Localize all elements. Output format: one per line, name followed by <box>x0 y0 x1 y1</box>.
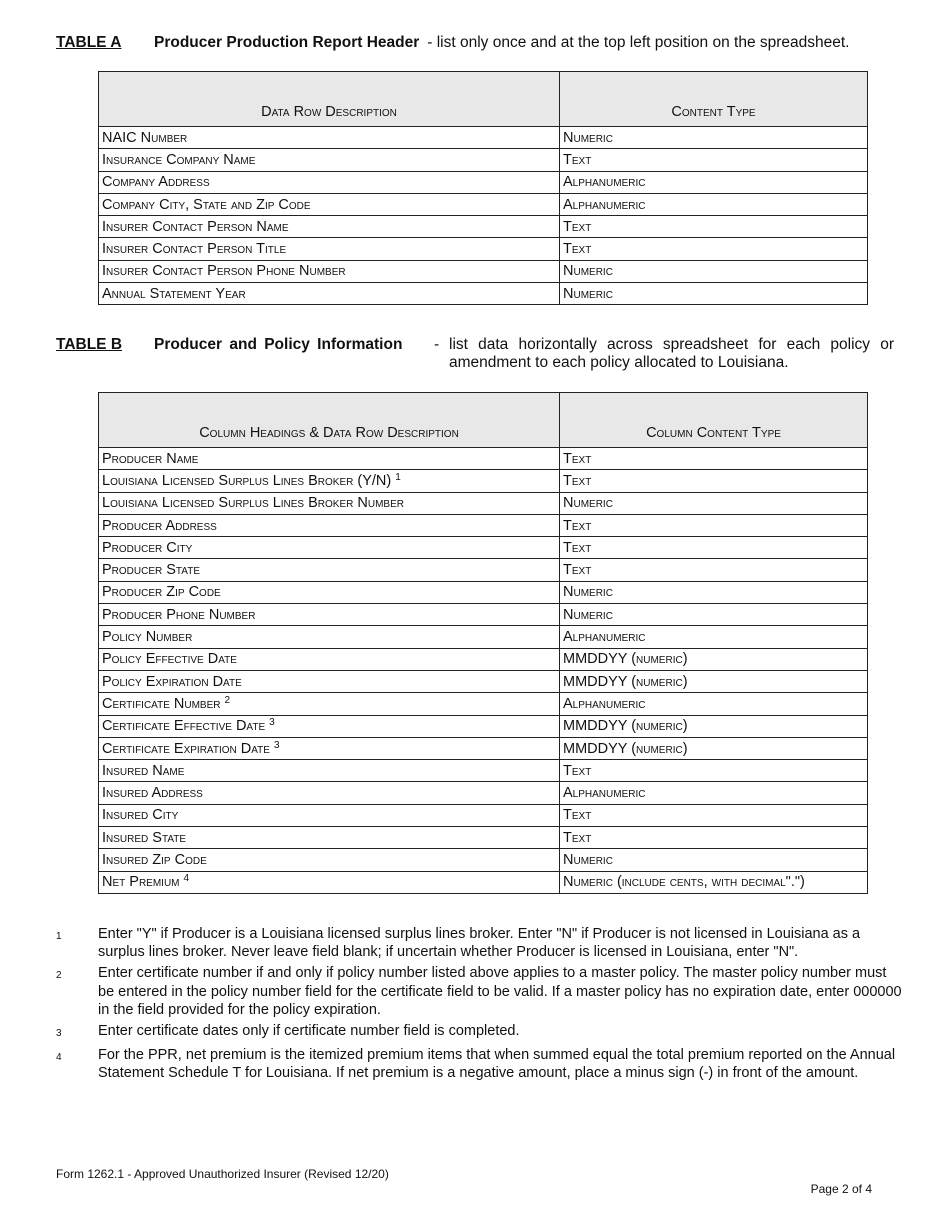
row-content-type: Numeric <box>560 849 868 871</box>
row-description: Certificate Effective Date <box>102 718 266 735</box>
table-row <box>99 760 868 782</box>
row-description: Producer Zip Code <box>102 584 221 601</box>
footnote <box>56 1022 902 1043</box>
footnote-number: 4 <box>56 1052 62 1064</box>
row-description-cell <box>99 448 560 470</box>
row-description-cell <box>99 537 560 559</box>
row-description-cell <box>99 626 560 648</box>
footnote-reference: 4 <box>183 873 190 885</box>
row-content-type: Alphanumeric <box>560 193 868 215</box>
row-description-cell <box>99 559 560 581</box>
row-description: Producer Address <box>102 517 217 534</box>
row-description: Insured Zip Code <box>102 851 207 868</box>
footnote-text: Enter certificate dates only if certificate number field is completed. <box>98 1023 520 1040</box>
row-content-type: Text <box>560 448 868 470</box>
row-description: Insurer Contact Person Phone Number <box>99 260 560 282</box>
row-content-type: Numeric <box>560 604 868 626</box>
row-description: Company Address <box>99 171 560 193</box>
row-description-cell <box>99 470 560 492</box>
row-description-cell <box>99 715 560 737</box>
row-description: Certificate Expiration Date <box>102 740 270 757</box>
table-row <box>99 283 868 305</box>
row-description: Insurer Contact Person Name <box>99 216 560 238</box>
table-row <box>99 737 868 759</box>
row-content-type: Alphanumeric <box>560 626 868 648</box>
row-content-type: Numeric <box>560 581 868 603</box>
table-row <box>99 260 868 282</box>
table-row <box>99 559 868 581</box>
row-description: Net Premium <box>102 874 180 891</box>
footnote-text: For the PPR, net premium is the itemized premium items that when summed equal the total premium reported on the Annual Statement Schedule T for Louisiana. If net premium is a negative amount, place a minus sign (-) in front of the amount. <box>98 1047 896 1082</box>
table-row <box>99 127 868 149</box>
row-description-cell <box>99 648 560 670</box>
row-content-type: MMDDYY (numeric) <box>560 670 868 692</box>
row-content-type: Text <box>560 470 868 492</box>
row-content-type: Text <box>560 760 868 782</box>
row-description-cell <box>99 693 560 715</box>
table-row <box>99 216 868 238</box>
row-description-cell <box>99 827 560 849</box>
row-description: Producer State <box>102 562 201 579</box>
table-b-label: TABLE B <box>56 336 123 353</box>
footnote-text: Enter certificate number if and only if policy number listed above applies to a master policy. The master policy number must be entered in the policy number field for the certificate field to be valid. If a master policy has no expiration date, enter 000000 in the field provided for the policy expiration. <box>98 965 902 1018</box>
table-a-heading <box>56 34 894 52</box>
row-description-cell <box>99 737 560 759</box>
row-description: Annual Statement Year <box>99 283 560 305</box>
row-description-cell <box>99 782 560 804</box>
row-description-cell <box>99 760 560 782</box>
row-content-type: Text <box>560 537 868 559</box>
table-row <box>99 670 868 692</box>
footnote-reference: 1 <box>395 471 401 483</box>
row-description: Insured Name <box>102 762 185 779</box>
row-description-cell <box>99 871 560 893</box>
row-content-type: Text <box>560 827 868 849</box>
row-description: Louisiana Licensed Surplus Lines Broker (Y/N) <box>102 472 392 489</box>
table-b <box>98 392 868 894</box>
row-content-type: MMDDYY (numeric) <box>560 737 868 759</box>
footnote-number: 3 <box>56 1028 62 1040</box>
row-content-type: Text <box>560 149 868 171</box>
footnote-reference: 3 <box>269 717 275 729</box>
row-content-type: Text <box>560 559 868 581</box>
row-description: Insured Address <box>102 785 203 802</box>
table-b-dash: - <box>434 336 440 353</box>
row-description: Insured City <box>102 807 179 824</box>
table-row <box>99 648 868 670</box>
page-number: Page 2 of 4 <box>810 1182 872 1196</box>
table-row <box>99 849 868 871</box>
row-content-type: Numeric <box>560 260 868 282</box>
row-description: NAIC Number <box>99 127 560 149</box>
row-description-cell <box>99 849 560 871</box>
row-description: Certificate Number <box>102 695 221 712</box>
row-description-cell <box>99 581 560 603</box>
footnote <box>56 925 902 961</box>
table-a-description: - list only once and at the top left position on the spreadsheet. <box>427 34 850 51</box>
row-content-type: Text <box>560 514 868 536</box>
row-description: Policy Number <box>102 629 193 646</box>
row-description: Insurance Company Name <box>99 149 560 171</box>
table-row <box>99 537 868 559</box>
table-b-header-row <box>99 393 868 448</box>
row-content-type: Alphanumeric <box>560 693 868 715</box>
table-a-header-description: Data Row Description <box>99 72 560 127</box>
table-row <box>99 492 868 514</box>
form-footer: Form 1262.1 - Approved Unauthorized Insurer (Revised 12/20) <box>56 1167 389 1181</box>
table-b-heading <box>56 336 894 372</box>
footnotes <box>56 925 902 1086</box>
table-b-title: Producer and Policy Information <box>154 336 403 353</box>
footnote <box>56 964 902 1019</box>
table-row <box>99 171 868 193</box>
row-description-cell <box>99 514 560 536</box>
table-a-label: TABLE A <box>56 34 122 51</box>
footnote-reference: 2 <box>224 694 231 706</box>
table-row <box>99 871 868 893</box>
footnote-reference: 3 <box>273 739 280 751</box>
table-row <box>99 626 868 648</box>
table-a-body <box>99 127 868 305</box>
table-a <box>98 71 868 305</box>
table-row <box>99 693 868 715</box>
row-content-type: Text <box>560 216 868 238</box>
table-row <box>99 804 868 826</box>
table-a-title: Producer Production Report Header <box>154 34 420 51</box>
table-row <box>99 238 868 260</box>
row-content-type: Text <box>560 804 868 826</box>
table-b-body <box>99 448 868 894</box>
table-row <box>99 827 868 849</box>
row-description: Insurer Contact Person Title <box>99 238 560 260</box>
table-row <box>99 448 868 470</box>
row-description: Policy Effective Date <box>102 651 237 668</box>
row-description-cell <box>99 492 560 514</box>
row-description: Insured State <box>102 829 187 846</box>
table-row <box>99 715 868 737</box>
row-description: Producer Name <box>102 450 199 467</box>
row-content-type: Alphanumeric <box>560 782 868 804</box>
row-content-type: Numeric <box>560 127 868 149</box>
table-row <box>99 782 868 804</box>
row-description: Producer Phone Number <box>102 606 256 623</box>
row-content-type: Numeric (include cents, with decimal".") <box>560 871 868 893</box>
table-b-header-description: Column Headings & Data Row Description <box>99 393 560 448</box>
row-content-type: Numeric <box>560 283 868 305</box>
table-a-header-type: Content Type <box>560 72 868 127</box>
footnote-number: 1 <box>56 931 62 942</box>
table-row <box>99 149 868 171</box>
footnote-text: Enter "Y" if Producer is a Louisiana licensed surplus lines broker. Enter "N" if Producer is not licensed in Louisiana as a surplus lines broker. Never leave field blank; if uncertain whether Producer is licensed in Louisiana, enter "N". <box>98 926 861 961</box>
row-content-type: MMDDYY (numeric) <box>560 715 868 737</box>
table-row <box>99 470 868 492</box>
table-row <box>99 581 868 603</box>
row-description: Producer City <box>102 539 193 556</box>
row-content-type: Text <box>560 238 868 260</box>
row-content-type: Numeric <box>560 492 868 514</box>
row-description: Louisiana Licensed Surplus Lines Broker Number <box>102 495 404 512</box>
row-description-cell <box>99 804 560 826</box>
table-row <box>99 193 868 215</box>
table-row <box>99 514 868 536</box>
row-description-cell <box>99 670 560 692</box>
footnote <box>56 1046 902 1082</box>
table-b-header-type: Column Content Type <box>560 393 868 448</box>
table-b-description: list data horizontally across spreadsheet for each policy or amendment to each policy allocated to Louisiana. <box>449 336 894 371</box>
row-content-type: MMDDYY (numeric) <box>560 648 868 670</box>
row-description: Policy Expiration Date <box>102 673 242 690</box>
row-description: Company City, State and Zip Code <box>99 193 560 215</box>
table-a-header-row <box>99 72 868 127</box>
row-content-type: Alphanumeric <box>560 171 868 193</box>
row-description-cell <box>99 604 560 626</box>
table-row <box>99 604 868 626</box>
footnote-number: 2 <box>56 970 62 982</box>
